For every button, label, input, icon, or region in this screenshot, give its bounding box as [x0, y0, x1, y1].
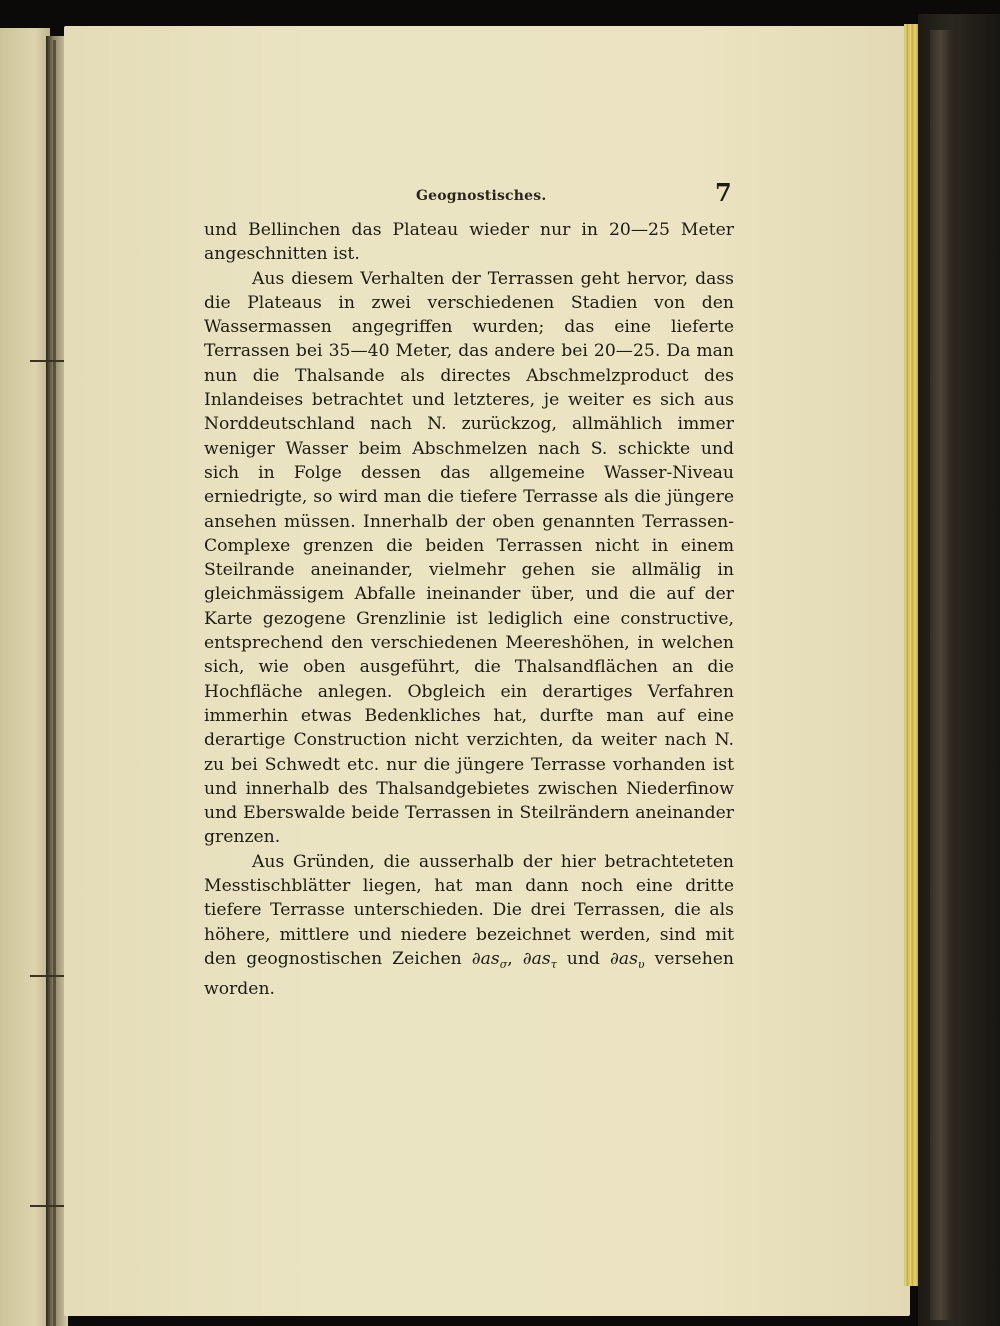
running-head-title: Geognostisches. — [416, 188, 547, 204]
page-number: 7 — [715, 178, 732, 207]
paragraph-third-terrace-text: Aus Gründen, die ausserhalb der hier betrachteteten Messtischblätter liegen, hat man dann noch eine dritte tiefere Terrasse unterschieden. Die drei Terrassen, die als höhere, mittlere und niedere bezeichnet werden, sind mit den geognostischen Zeichen — [204, 851, 734, 969]
geognostic-symbol-low: $\partial as_\upsilon$ — [609, 948, 645, 971]
sentence-ending: versehen worden. — [204, 948, 734, 1000]
paragraph-terraces: Aus diesem Verhalten der Terrassen geht hervor, dass die Plateaus in zwei verschiedenen Stadien von den Wassermassen angegriffen wurden; das eine lieferte Terrassen bei 35—40 Meter, das andere bei 20—25. Da man nun die Thalsande als directes Abschmelzproduct des Inlandeises betrachtet und letzteres, je weiter es sich aus Norddeutschland nach N. zurückzog, allmählich immer weniger Wasser beim Abschmelzen nach S. schickte und sich in Folge dessen das allgemeine Wasser-Niveau erniedrigte, so wird man die tiefere Terrasse als die jüngere ansehen müssen. Innerhalb der oben genannten Terrassen-Complexe grenzen die beiden Terrassen nicht in einem Steilrande aneinander, vielmehr gehen sie allmälig in gleichmässigem Abfalle ineinander über, und die auf der Karte gezogene Grenzlinie ist lediglich eine constructive, entsprechend den verschiedenen Meereshöhen, in welchen sich, wie oben ausgeführt, die Thalsandflächen an die Hochfläche anlegen. Obgleich ein derartiges Verfahren immerhin etwas Bedenkliches hat, durfte man auf eine derartige Construction nicht verzichten, da weiter nach N. zu bei Schwedt etc. nur die jüngere Terrasse vorhanden ist und innerhalb des Thalsandgebietes zwischen Niederfinow und Eberswalde beide Terrassen in Steilrändern aneinander grenzen. — [204, 268, 734, 848]
gutter-crease — [53, 40, 56, 1326]
paragraph-continuation: und Bellinchen das Plateau wieder nur in 20—25 Meter angeschnitten ist. — [204, 220, 734, 265]
binding-thread-mark — [30, 1205, 64, 1207]
body-text — [204, 218, 734, 1002]
symbol-separator: , — [507, 948, 523, 969]
symbol-conjunction: und — [556, 948, 610, 969]
binding-thread-mark — [30, 975, 64, 977]
cover-spine-edge — [930, 30, 952, 1320]
geognostic-symbol-high: $\partial as_\sigma$ — [471, 948, 508, 971]
geognostic-symbol-middle: $\partial as_\tau$ — [522, 948, 557, 971]
binding-thread-mark — [30, 360, 64, 362]
paragraph-third-terrace — [204, 850, 734, 1002]
facing-page-edge — [0, 28, 50, 1326]
running-head — [64, 178, 910, 218]
